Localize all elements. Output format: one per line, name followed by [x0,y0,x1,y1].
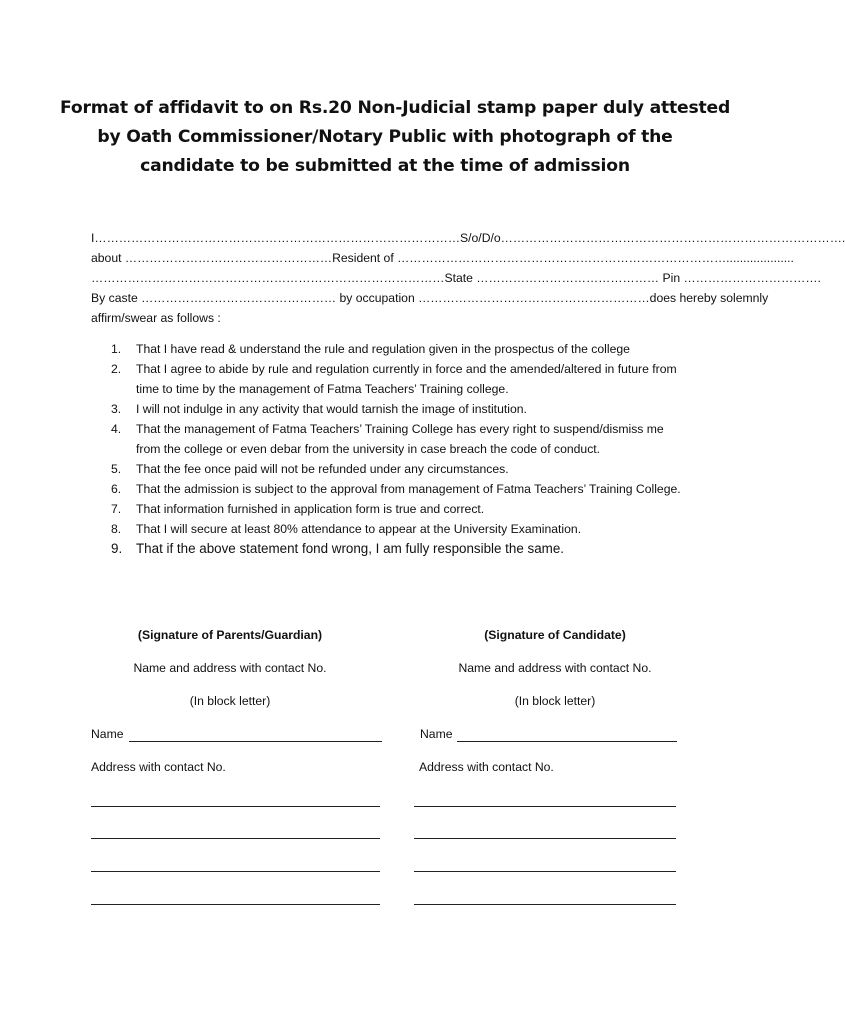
affidavit-clauses [91,339,691,559]
declaration-line-name: I………………………………………………………………………………S/o/D/o…………………………………………………………………………. [91,231,845,245]
candidate-address-label: Address with contact No. [419,760,554,774]
clause-number: 7. [111,502,122,516]
parent-address-label: Address with contact No. [91,760,226,774]
clause-number: 8. [111,522,122,536]
clause-number: 5. [111,462,122,476]
clause-text: That I agree to abide by rule and regulation currently in force and the amended/altered in future from time to time by the management of Fatma Teachers’ Training college. [136,362,677,396]
declaration-line-affirm: affirm/swear as follows : [91,311,221,325]
candidate-contact-subtitle: Name and address with contact No. [458,661,652,675]
clause-text: That the admission is subject to the approval from management of Fatma Teachers’ Training College. [136,482,681,496]
candidate-block-letter-note: (In block letter) [514,694,596,708]
parent-address-line[interactable] [91,838,380,839]
candidate-address-line[interactable] [414,871,676,872]
clause-text: I will not indulge in any activity that would tarnish the image of institution. [136,402,527,416]
clause-text: That information furnished in application form is true and correct. [136,502,485,516]
candidate-name-label: Name [420,727,453,741]
title-line-3: candidate to be submitted at the time of admission [140,156,630,176]
clause-number: 6. [111,482,122,496]
clause-item [91,479,691,499]
clause-text: That if the above statement fond wrong, I am fully responsible the same. [136,541,564,556]
title-line-2: by Oath Commissioner/Notary Public with photograph of the [97,127,673,147]
clause-item [91,419,691,459]
declaration-line-state-pin: ……………………………………………………………………………State ……………………………………… Pin ……………………………. [91,271,821,285]
clause-text: That the management of Fatma Teachers’ Training College has every right to suspend/dismiss me from the college or even debar from the university in case breach the code of conduct. [136,422,664,456]
candidate-address-line[interactable] [414,838,676,839]
clause-item [91,459,691,479]
parent-address-line[interactable] [91,806,380,807]
clause-item [91,499,691,519]
parent-name-field[interactable] [129,741,382,742]
clause-item [91,339,691,359]
clause-number: 9. [111,541,123,556]
clause-text: That I have read & understand the rule and regulation given in the prospectus of the college [136,342,630,356]
parent-signature-heading: (Signature of Parents/Guardian) [137,628,323,642]
candidate-signature-heading: (Signature of Candidate) [484,628,626,642]
title-line-1: Format of affidavit to on Rs.20 Non-Judicial stamp paper duly attested [60,98,731,118]
candidate-name-field[interactable] [457,741,677,742]
parent-contact-subtitle: Name and address with contact No. [133,661,327,675]
clause-item [91,359,691,399]
clause-number: 4. [111,422,122,436]
clause-text: That the fee once paid will not be refunded under any circumstances. [136,462,509,476]
clause-item [91,539,691,559]
declaration-line-residence: about ……………………………………………Resident of ……………………………………………………………………….................... [91,251,794,265]
candidate-address-line[interactable] [414,806,676,807]
clause-item [91,519,691,539]
parent-name-label: Name [91,727,124,741]
parent-address-line[interactable] [91,871,380,872]
clause-number: 3. [111,402,122,416]
candidate-address-line[interactable] [414,904,676,905]
declaration-line-caste-occupation: By caste ………………………………………… by occupation …………………………………………………does hereby solemnly [91,291,769,305]
clause-item [91,399,691,419]
clause-number: 2. [111,362,122,376]
clause-text: That I will secure at least 80% attendance to appear at the University Examination. [136,522,582,536]
declaration-block [91,228,845,328]
parent-address-line[interactable] [91,904,380,905]
clause-number: 1. [111,342,122,356]
parent-block-letter-note: (In block letter) [189,694,271,708]
document-title [60,94,731,181]
